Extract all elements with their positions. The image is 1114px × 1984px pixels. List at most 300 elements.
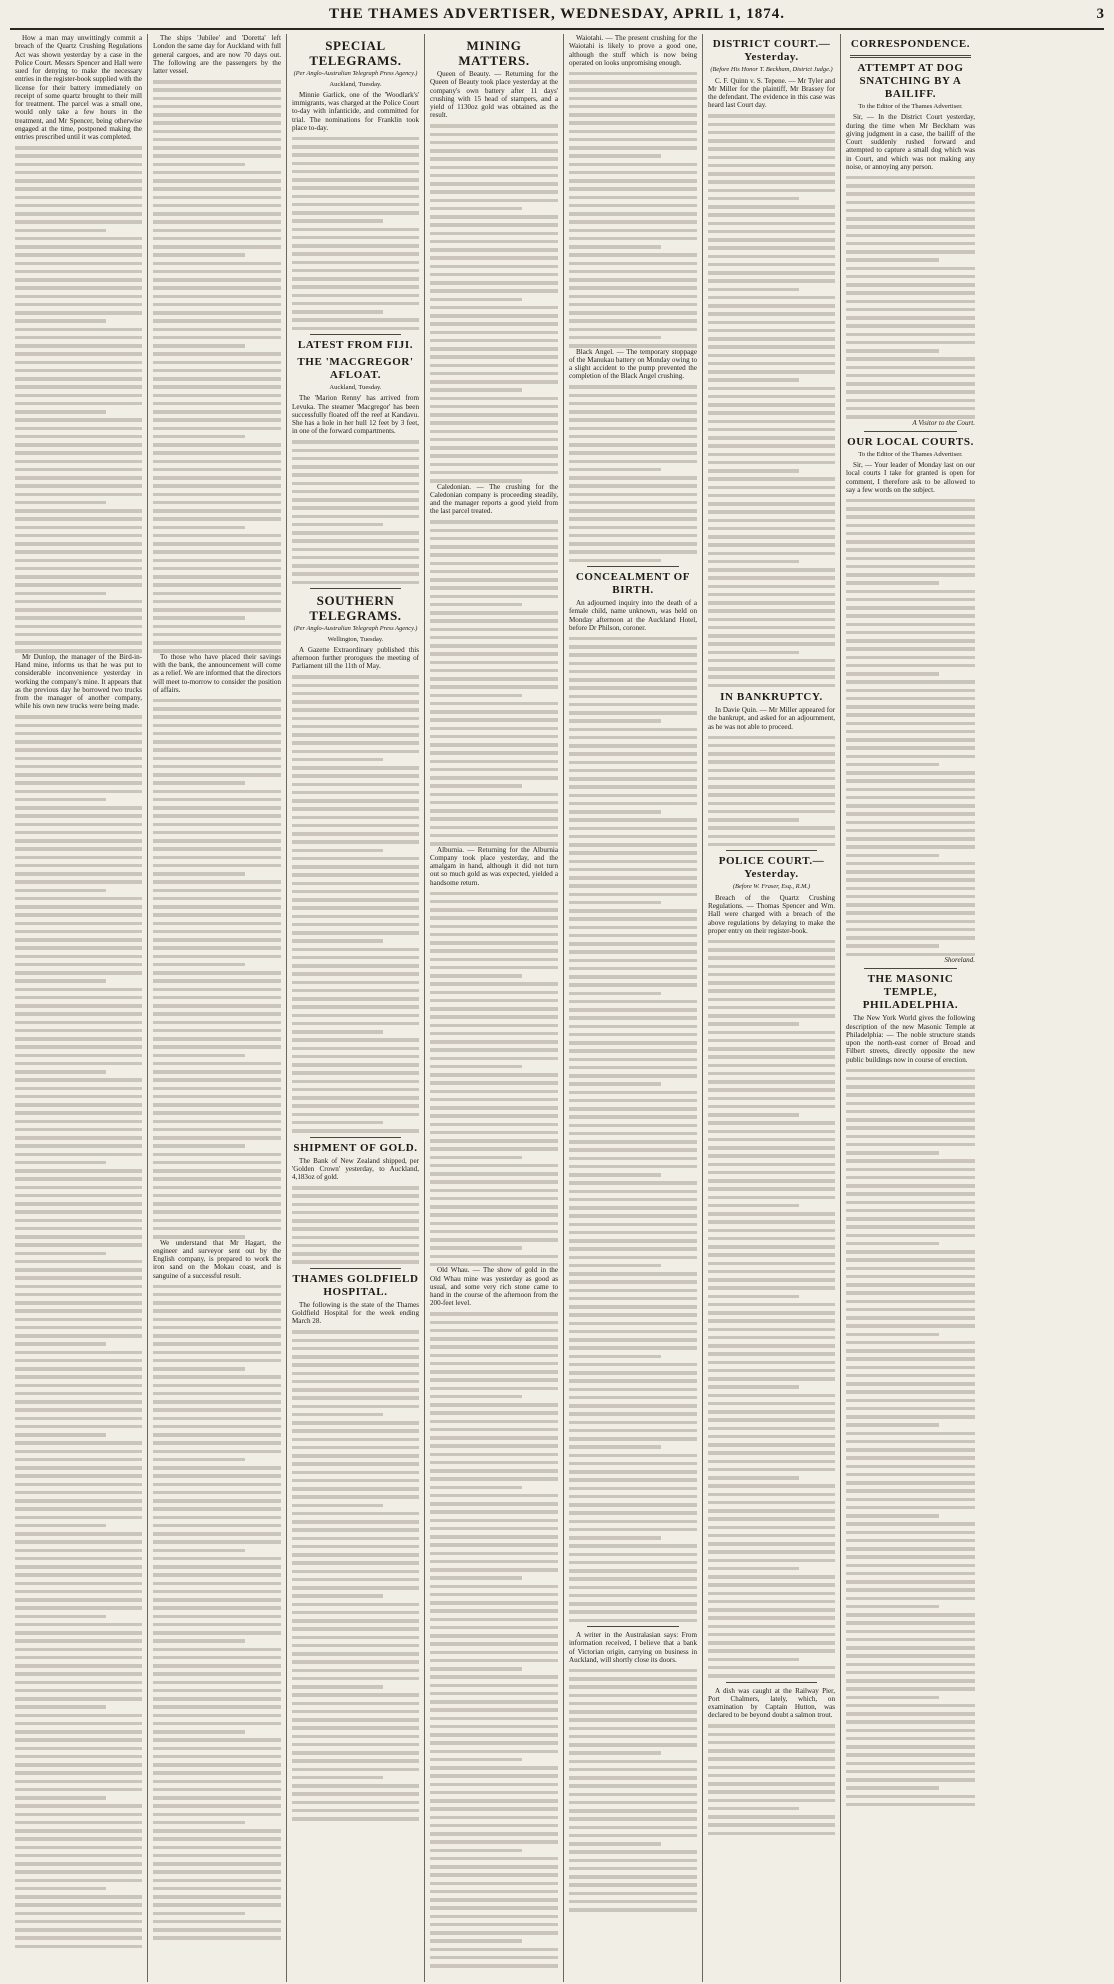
text-line [569, 130, 697, 134]
text-line [569, 1289, 697, 1293]
text-line [846, 1341, 975, 1345]
text-line [292, 725, 419, 729]
text-line [846, 374, 975, 378]
text-line [15, 517, 142, 521]
text-line [569, 843, 697, 847]
text-line [153, 212, 281, 216]
text-line [153, 707, 281, 711]
text-line [569, 1801, 697, 1805]
article-paragraph: How a man may unwittingly commit a breach of the Quartz Crushing Regulations Act was shown yesterday by a case in the Police Court. Messrs Spencer and Hall were sued for denying to make the necessary entries in the register-book supplied with the license for their battery immediately on receipt of some quartz brought to their mill for treatment. The parcel was a small one, would only take a few hours in the treatment, and Mr Spencer, being otherwise engaged at the time, postponed making the entries prescribed until it was completed. [15, 34, 142, 141]
text-line [15, 328, 142, 332]
text-line [430, 380, 558, 384]
text-line [292, 1726, 419, 1730]
text-line [15, 385, 142, 389]
text-line [430, 793, 558, 797]
text-line [430, 702, 558, 706]
text-line [846, 1382, 975, 1386]
text-line [15, 1804, 142, 1808]
text-line [430, 405, 558, 409]
text-line [708, 477, 835, 481]
text-line [430, 298, 522, 302]
text-line [846, 1696, 939, 1700]
text-line [708, 279, 835, 283]
text-line [708, 197, 799, 201]
text-line [708, 1385, 799, 1389]
text-line [708, 139, 835, 143]
text-line [292, 1030, 383, 1034]
text-line [153, 1392, 281, 1396]
text-line [292, 482, 419, 486]
text-line [153, 814, 281, 818]
text-line [15, 1681, 142, 1685]
text-line [708, 1608, 835, 1612]
text-line [430, 1337, 558, 1341]
text-line [430, 223, 558, 227]
text-line [15, 278, 142, 282]
text-line [15, 435, 142, 439]
text-line [153, 253, 245, 257]
text-line [708, 843, 835, 847]
text-line [292, 1022, 419, 1026]
text-line [708, 667, 835, 671]
text-line [569, 1379, 697, 1383]
text-line [153, 559, 281, 563]
text-line [15, 352, 142, 356]
text-line [153, 1928, 281, 1932]
text-line [292, 750, 419, 754]
text-line [569, 1124, 697, 1128]
text-line [846, 1093, 975, 1097]
text-line [569, 1066, 697, 1070]
text-line [15, 443, 142, 447]
text-line [430, 1362, 558, 1366]
text-line [153, 270, 281, 274]
text-line [15, 1029, 142, 1033]
text-line [569, 1528, 697, 1532]
text-line [430, 1015, 558, 1019]
text-line [430, 364, 558, 368]
text-line [846, 1374, 975, 1378]
text-line [708, 1782, 835, 1786]
text-line [153, 1565, 281, 1569]
text-line [153, 80, 281, 84]
text-line [846, 1077, 975, 1081]
text-line [292, 261, 419, 265]
text-line [846, 499, 975, 503]
text-line [292, 170, 419, 174]
text-line [846, 1135, 975, 1139]
text-line [430, 1378, 558, 1382]
text-line [430, 1915, 558, 1919]
text-line [430, 1568, 558, 1572]
text-line [569, 1165, 697, 1169]
text-line [846, 382, 975, 386]
section-heading: LATEST FROM FIJI. [297, 339, 414, 351]
text-line [430, 1898, 558, 1902]
text-line [846, 1762, 975, 1766]
text-line [569, 1206, 697, 1210]
text-line [569, 1305, 697, 1309]
text-line [846, 1234, 975, 1238]
text-line [153, 1417, 281, 1421]
text-line [708, 238, 835, 242]
text-line [430, 1923, 558, 1927]
text-line [292, 1677, 419, 1681]
text-line [292, 708, 419, 712]
text-line [15, 196, 142, 200]
text-line [153, 988, 281, 992]
text-line [430, 1519, 558, 1523]
text-line [15, 946, 142, 950]
text-line [292, 1186, 419, 1190]
text-line [430, 454, 558, 458]
text-line [708, 370, 835, 374]
text-line [15, 600, 142, 604]
text-line [153, 1301, 281, 1305]
text-line [430, 900, 558, 904]
text-line [569, 138, 697, 142]
text-line [15, 1821, 142, 1825]
text-line [292, 1071, 419, 1075]
text-line [846, 821, 975, 825]
text-line [430, 611, 558, 615]
text-line [430, 1436, 558, 1440]
text-line [569, 1157, 697, 1161]
text-line [15, 1301, 142, 1305]
text-line [153, 1235, 245, 1239]
text-line [292, 989, 419, 993]
text-line [846, 1184, 975, 1188]
text-line [430, 471, 558, 475]
text-line [846, 1102, 975, 1106]
text-line [430, 347, 558, 351]
text-line [708, 802, 835, 806]
text-line [15, 1070, 106, 1074]
text-line [15, 1004, 142, 1008]
text-line [15, 880, 142, 884]
text-line [15, 583, 142, 587]
text-line [292, 1236, 419, 1240]
text-line [430, 958, 558, 962]
text-line [153, 1021, 281, 1025]
text-line [569, 1470, 697, 1474]
text-line [708, 675, 835, 679]
text-line [292, 506, 419, 510]
text-line [430, 1139, 558, 1143]
section-subheading: (Per Anglo-Australian Telegraph Press Agency.) [293, 625, 418, 632]
article-paragraph: An adjourned inquiry into the death of a female child, name unknown, was held on Monday afternoon at the Auckland Hotel, before Dr Philson, coroner. [569, 599, 697, 632]
text-line [430, 1453, 558, 1457]
text-line [569, 1793, 697, 1797]
text-line [430, 166, 558, 170]
page-number: 3 [1096, 6, 1104, 22]
text-line [153, 1549, 245, 1553]
text-line [430, 1048, 558, 1052]
text-line [430, 1741, 558, 1745]
text-line [153, 154, 281, 158]
text-line [153, 724, 281, 728]
text-line [15, 988, 142, 992]
text-line [430, 1065, 522, 1069]
text-line [569, 678, 697, 682]
text-line [15, 1846, 142, 1850]
text-line [708, 1815, 835, 1819]
text-line [708, 1534, 835, 1538]
text-line [430, 1428, 558, 1432]
text-line [15, 732, 142, 736]
text-line [153, 963, 245, 967]
text-line [292, 1660, 419, 1664]
text-line [430, 1502, 558, 1506]
text-line [708, 1394, 835, 1398]
text-line [708, 1163, 835, 1167]
text-line [292, 186, 419, 190]
text-line [430, 694, 522, 698]
text-line [708, 956, 835, 960]
text-line [708, 1080, 835, 1084]
text-line [153, 971, 281, 975]
text-line [430, 1865, 558, 1869]
text-line [15, 1780, 142, 1784]
text-line [15, 204, 142, 208]
text-line [708, 1278, 835, 1282]
text-line [292, 684, 419, 688]
text-line [292, 1537, 419, 1541]
text-line [153, 1309, 281, 1313]
text-line [153, 806, 281, 810]
text-line [153, 121, 281, 125]
text-line [569, 827, 697, 831]
text-line [15, 468, 142, 472]
text-line [292, 1619, 419, 1623]
text-line [430, 1345, 558, 1349]
text-line [569, 1776, 697, 1780]
text-line [846, 837, 975, 841]
text-line [569, 1875, 697, 1879]
text-line [292, 1104, 419, 1108]
text-line [15, 575, 142, 579]
text-line [153, 641, 281, 645]
text-line [846, 1201, 975, 1205]
text-line [430, 842, 558, 846]
text-line [15, 509, 142, 513]
text-line [153, 608, 281, 612]
text-line [292, 153, 419, 157]
article-paragraph: Caledonian. — The crushing for the Caledonian company is proceeding steadily, and the manager reports a good yield from the last parcel treated. [430, 482, 558, 516]
text-line [15, 542, 142, 546]
text-line [292, 457, 419, 461]
text-line [153, 1887, 281, 1891]
text-line [15, 1763, 142, 1767]
text-line [708, 1295, 799, 1299]
text-block [292, 440, 419, 584]
text-line [430, 1733, 558, 1737]
text-line [15, 748, 142, 752]
text-line [708, 818, 799, 822]
text-line [846, 1778, 975, 1782]
text-line [153, 1821, 245, 1825]
text-line [846, 1572, 975, 1576]
text-line [15, 1870, 142, 1874]
text-line [15, 1128, 142, 1132]
text-line [15, 146, 142, 150]
text-line [569, 509, 697, 513]
text-block [292, 675, 419, 1132]
text-block [569, 385, 697, 562]
divider [726, 1682, 817, 1683]
text-line [569, 992, 661, 996]
text-line [708, 1113, 799, 1117]
text-line [569, 204, 697, 208]
text-line [569, 1404, 697, 1408]
text-line [15, 402, 142, 406]
text-line [430, 1543, 558, 1547]
text-line [569, 719, 661, 723]
text-line [15, 856, 142, 860]
text-line [430, 710, 558, 714]
text-line [292, 310, 383, 314]
text-line [708, 1105, 835, 1109]
text-line [153, 946, 281, 950]
text-line [708, 1823, 835, 1827]
text-line [292, 1462, 419, 1466]
text-line [569, 1883, 697, 1887]
text-line [15, 229, 106, 233]
divider [864, 968, 957, 969]
text-line [292, 195, 419, 199]
text-line [153, 1318, 281, 1322]
column-2 [148, 34, 287, 1982]
text-line [846, 1316, 975, 1320]
article-paragraph: Breach of the Quartz Crushing Regulations. — Thomas Spencer and Wm. Hall were charged with a breach of the above regulations by delaying to make the proper entry on their register-book. [708, 893, 835, 935]
text-line [153, 1771, 281, 1775]
text-line [15, 1755, 142, 1759]
text-line [569, 402, 697, 406]
text-line [153, 757, 281, 761]
text-line [15, 493, 142, 497]
text-line [15, 1177, 142, 1181]
text-line [708, 1031, 835, 1035]
text-line [846, 598, 975, 602]
text-line [153, 1375, 281, 1379]
text-line [153, 303, 281, 307]
text-line [430, 1634, 558, 1638]
text-line [430, 1032, 558, 1036]
text-line [153, 1120, 281, 1124]
text-line [430, 149, 558, 153]
text-line [708, 1220, 835, 1224]
text-line [15, 319, 106, 323]
text-line [153, 476, 281, 480]
text-line [708, 1072, 835, 1076]
text-line [708, 568, 835, 572]
text-line [153, 864, 281, 868]
text-line [569, 752, 697, 756]
divider [310, 1137, 401, 1138]
text-line [430, 1601, 558, 1605]
text-line [708, 1352, 835, 1356]
text-line [15, 1639, 142, 1643]
text-block [430, 1312, 558, 1967]
text-line [153, 740, 281, 744]
text-line [153, 517, 281, 521]
text-line [430, 743, 558, 747]
text-line [569, 1025, 697, 1029]
text-line [846, 1646, 975, 1650]
text-line [430, 1692, 558, 1696]
text-line [15, 897, 142, 901]
text-line [430, 322, 558, 326]
text-line [708, 1047, 835, 1051]
text-line [430, 1222, 558, 1226]
text-line [15, 938, 142, 942]
text-line [15, 1136, 142, 1140]
text-line [292, 758, 383, 762]
text-line [708, 1575, 835, 1579]
text-line [15, 187, 142, 191]
text-line [846, 606, 975, 610]
text-line [15, 1235, 142, 1239]
text-line [153, 1161, 281, 1165]
text-block [430, 520, 558, 845]
text-line [15, 1722, 142, 1726]
text-line [153, 311, 281, 315]
text-line [292, 1792, 419, 1796]
text-line [708, 1443, 835, 1447]
article-paragraph: A dish was caught at the Railway Pier, Port Chalmers, lately, which, on examination by Captain Hutton, was declared to be beyond doubt a salmon trout. [708, 1686, 835, 1720]
text-line [430, 520, 558, 524]
text-line [846, 209, 975, 213]
text-line [708, 296, 835, 300]
text-block [708, 1724, 835, 1835]
text-line [153, 1194, 281, 1198]
text-line [708, 1641, 835, 1645]
text-line [708, 1138, 835, 1142]
text-line [153, 831, 281, 835]
text-line [292, 1561, 419, 1565]
text-line [292, 1693, 419, 1697]
text-line [153, 625, 281, 629]
text-line [569, 443, 697, 447]
text-line [15, 913, 142, 917]
text-line [430, 1717, 558, 1721]
text-line [15, 567, 142, 571]
text-line [15, 1615, 106, 1619]
text-line [846, 1357, 975, 1361]
text-line [292, 1355, 419, 1359]
text-line [153, 1054, 245, 1058]
text-line [569, 1594, 697, 1598]
text-line [153, 369, 281, 373]
text-line [569, 1396, 697, 1400]
text-line [846, 1151, 939, 1155]
text-line [846, 1432, 975, 1436]
text-line [153, 1788, 281, 1792]
text-line [708, 1790, 835, 1794]
section-heading: DISTRICT COURT.—Yesterday. [712, 38, 831, 63]
text-line [846, 283, 975, 287]
text-line [292, 1528, 419, 1532]
text-line [846, 1547, 975, 1551]
text-line [708, 948, 835, 952]
article-paragraph: To those who have placed their savings with the bank, the announcement will come as a relief. We are informed that the directors will meet to-morrow to consider the position of affairs. [153, 652, 281, 694]
text-line [292, 1759, 419, 1763]
text-line [846, 1300, 975, 1304]
text-line [153, 1540, 281, 1544]
text-line [153, 204, 281, 208]
text-line [569, 212, 697, 216]
section-subheading: (Per Anglo-Australian Telegraph Press Agency.) [293, 70, 418, 77]
